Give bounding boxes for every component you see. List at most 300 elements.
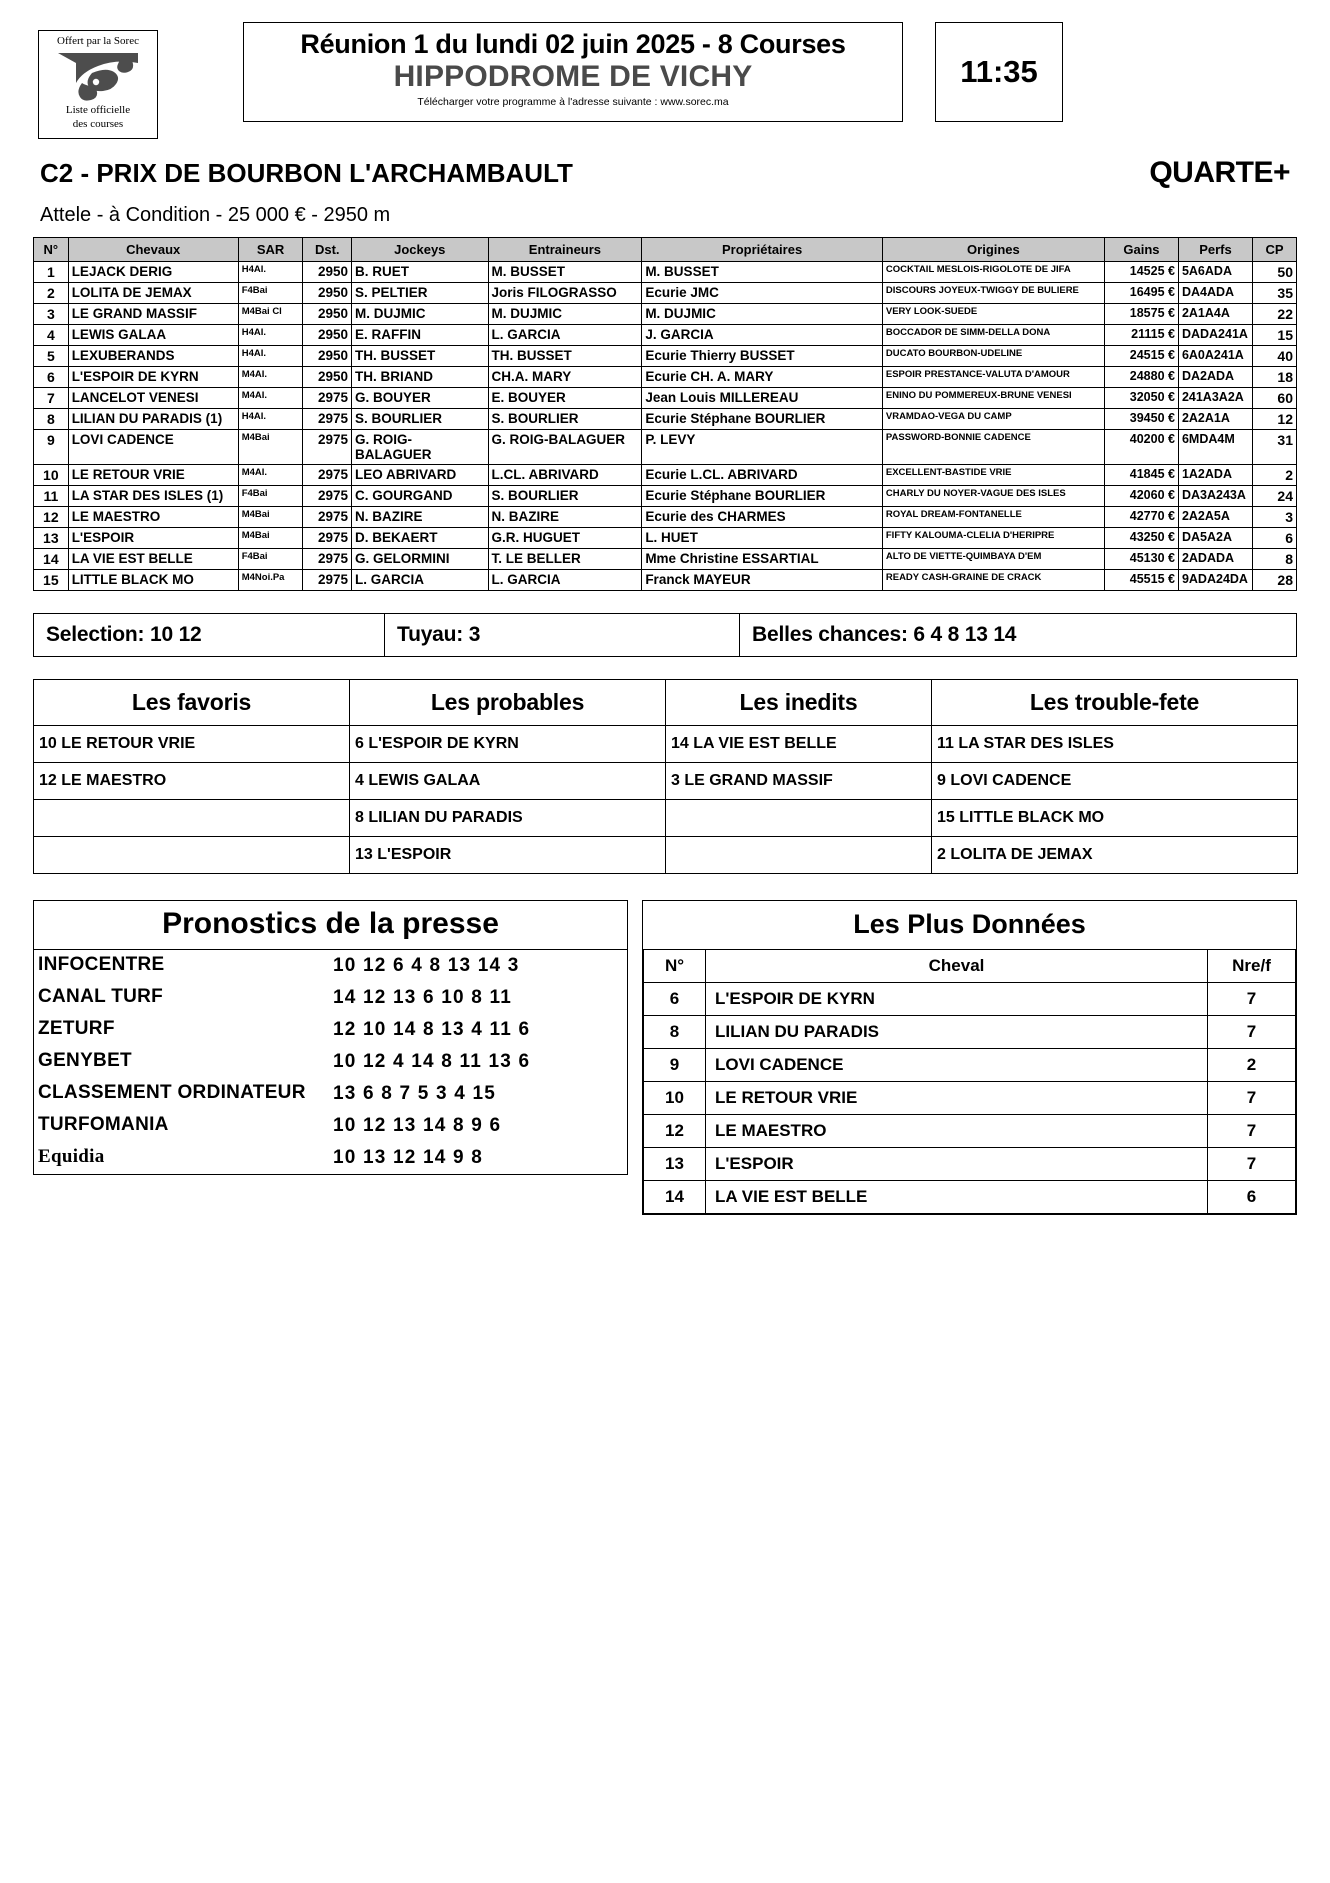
most-given-header-row <box>644 950 1296 983</box>
category-cell: 10 LE RETOUR VRIE <box>34 726 350 763</box>
most-given-row <box>644 983 1296 1016</box>
horse-trainer: M. DUJMIC <box>488 304 642 325</box>
mg-num: 14 <box>644 1181 706 1214</box>
horse-number: 1 <box>34 262 69 283</box>
press-source-picks: 10 12 6 4 8 13 14 3 <box>333 955 520 976</box>
horse-name: LANCELOT VENESI <box>68 388 238 409</box>
horse-distance: 2950 <box>303 304 352 325</box>
horse-cp: 6 <box>1252 528 1296 549</box>
horse-name: LEXUBERANDS <box>68 346 238 367</box>
horse-number: 13 <box>34 528 69 549</box>
horse-jockey: C. GOURGAND <box>352 486 488 507</box>
horse-gains: 42770 € <box>1104 507 1178 528</box>
horse-cp: 2 <box>1252 465 1296 486</box>
horse-distance: 2950 <box>303 367 352 388</box>
mg-nre: 7 <box>1208 1148 1296 1181</box>
mg-cheval: L'ESPOIR <box>706 1148 1208 1181</box>
mg-num: 9 <box>644 1049 706 1082</box>
horse-trainer: TH. BUSSET <box>488 346 642 367</box>
horse-jockey: S. PELTIER <box>352 283 488 304</box>
horse-jockey: G. GELORMINI <box>352 549 488 570</box>
category-cell <box>666 837 932 874</box>
press-source-name: ZETURF <box>38 1018 115 1039</box>
horse-name: LOVI CADENCE <box>68 430 238 465</box>
race-name: C2 - PRIX DE BOURBON L'ARCHAMBAULT <box>40 158 573 188</box>
horse-sar: M4Noi.Pa <box>238 570 303 591</box>
horse-name: LITTLE BLACK MO <box>68 570 238 591</box>
horse-distance: 2975 <box>303 507 352 528</box>
horse-gains: 24880 € <box>1104 367 1178 388</box>
mg-cheval: LOVI CADENCE <box>706 1049 1208 1082</box>
cat-header-favoris: Les favoris <box>34 680 350 726</box>
horse-owner: P. LEVY <box>642 430 883 465</box>
mg-col-cheval: Cheval <box>706 950 1208 983</box>
most-given-row <box>644 1016 1296 1049</box>
horse-name: LOLITA DE JEMAX <box>68 283 238 304</box>
col-dst: Dst. <box>303 238 352 262</box>
horse-distance: 2975 <box>303 570 352 591</box>
horse-name: L'ESPOIR <box>68 528 238 549</box>
horse-origin: COCKTAIL MESLOIS-RIGOLOTE DE JIFA <box>882 262 1104 283</box>
horse-jockey: LEO ABRIVARD <box>352 465 488 486</box>
most-given-row <box>644 1181 1296 1214</box>
partants-table-wrap <box>0 237 1330 591</box>
page-header <box>0 0 1330 140</box>
press-source-picks: 10 13 12 14 9 8 <box>333 1147 484 1168</box>
horse-name: LE MAESTRO <box>68 507 238 528</box>
logo-bottom-line1: Liste officielle <box>65 104 131 117</box>
table-row <box>34 465 1297 486</box>
col-horse: Chevaux <box>68 238 238 262</box>
horse-gains: 43250 € <box>1104 528 1178 549</box>
most-given-title: Les Plus Données <box>853 909 1086 939</box>
sorec-horse-logo-icon <box>41 49 155 101</box>
horse-gains: 45515 € <box>1104 570 1178 591</box>
horse-perfs: 2ADADA <box>1178 549 1252 570</box>
horse-distance: 2950 <box>303 283 352 304</box>
horse-cp: 8 <box>1252 549 1296 570</box>
press-row <box>34 950 627 982</box>
horse-trainer: CH.A. MARY <box>488 367 642 388</box>
horse-jockey: G. ROIG-BALAGUER <box>352 430 488 465</box>
horse-perfs: 2A2A1A <box>1178 409 1252 430</box>
col-jockey: Jockeys <box>352 238 488 262</box>
mg-num: 12 <box>644 1115 706 1148</box>
horse-trainer: T. LE BELLER <box>488 549 642 570</box>
horse-name: LA STAR DES ISLES (1) <box>68 486 238 507</box>
horse-cp: 3 <box>1252 507 1296 528</box>
category-cell <box>666 800 932 837</box>
col-perfs: Perfs <box>1178 238 1252 262</box>
horse-perfs: 241A3A2A <box>1178 388 1252 409</box>
horse-gains: 16495 € <box>1104 283 1178 304</box>
press-source-picks: 13 6 8 7 5 3 4 15 <box>333 1083 497 1104</box>
horse-origin: ENINO DU POMMEREUX-BRUNE VENESI <box>882 388 1104 409</box>
horse-jockey: M. DUJMIC <box>352 304 488 325</box>
press-row <box>34 982 627 1014</box>
horse-sar: H4AI. <box>238 325 303 346</box>
belles-chances-text: Belles chances: 6 4 8 13 14 <box>739 614 1296 656</box>
press-title: Pronostics de la presse <box>34 901 627 950</box>
race-time: 11:35 <box>935 22 1063 122</box>
horse-distance: 2975 <box>303 486 352 507</box>
table-row <box>34 346 1297 367</box>
horse-owner: J. GARCIA <box>642 325 883 346</box>
logo-top-text: Offert par la Sorec <box>57 35 139 47</box>
horse-gains: 45130 € <box>1104 549 1178 570</box>
horse-trainer: E. BOUYER <box>488 388 642 409</box>
horse-sar: F4Bai <box>238 283 303 304</box>
horse-name: LEWIS GALAA <box>68 325 238 346</box>
horse-owner: Mme Christine ESSARTIAL <box>642 549 883 570</box>
mg-nre: 7 <box>1208 1016 1296 1049</box>
mg-nre: 7 <box>1208 983 1296 1016</box>
hippodrome-name: HIPPODROME DE VICHY <box>393 60 753 94</box>
horse-number: 8 <box>34 409 69 430</box>
horse-sar: M4AI. <box>238 465 303 486</box>
horse-gains: 24515 € <box>1104 346 1178 367</box>
horse-jockey: TH. BRIAND <box>352 367 488 388</box>
horse-cp: 60 <box>1252 388 1296 409</box>
horse-perfs: 6MDA4M <box>1178 430 1252 465</box>
horse-trainer: G. ROIG-BALAGUER <box>488 430 642 465</box>
category-cell <box>34 800 350 837</box>
horse-jockey: TH. BUSSET <box>352 346 488 367</box>
horse-sar: M4Bai <box>238 528 303 549</box>
horse-sar: H4AI. <box>238 346 303 367</box>
horse-cp: 22 <box>1252 304 1296 325</box>
horse-distance: 2975 <box>303 409 352 430</box>
horse-sar: H4AI. <box>238 409 303 430</box>
horse-cp: 31 <box>1252 430 1296 465</box>
horse-distance: 2975 <box>303 549 352 570</box>
horse-origin: EXCELLENT-BASTIDE VRIE <box>882 465 1104 486</box>
categories-wrap <box>33 679 1297 874</box>
horse-sar: M4AI. <box>238 367 303 388</box>
horse-jockey: B. RUET <box>352 262 488 283</box>
mg-nre: 6 <box>1208 1181 1296 1214</box>
mg-col-nre: Nre/f <box>1208 950 1296 983</box>
horse-origin: PASSWORD-BONNIE CADENCE <box>882 430 1104 465</box>
horse-origin: CHARLY DU NOYER-VAGUE DES ISLES <box>882 486 1104 507</box>
horse-owner: Ecurie Thierry BUSSET <box>642 346 883 367</box>
table-row <box>34 549 1297 570</box>
horse-cp: 40 <box>1252 346 1296 367</box>
horse-cp: 18 <box>1252 367 1296 388</box>
horse-origin: ALTO DE VIETTE-QUIMBAYA D'EM <box>882 549 1104 570</box>
horse-name: LEJACK DERIG <box>68 262 238 283</box>
press-predictions-box <box>33 900 628 1175</box>
horse-number: 6 <box>34 367 69 388</box>
press-source-name: Equidia <box>38 1146 105 1167</box>
horse-trainer: L. GARCIA <box>488 325 642 346</box>
horse-gains: 14525 € <box>1104 262 1178 283</box>
category-cell: 9 LOVI CADENCE <box>932 763 1298 800</box>
horse-trainer: L. GARCIA <box>488 570 642 591</box>
horse-origin: ESPOIR PRESTANCE-VALUTA D'AMOUR <box>882 367 1104 388</box>
col-origin: Origines <box>882 238 1104 262</box>
horse-trainer: Joris FILOGRASSO <box>488 283 642 304</box>
horse-name: LE RETOUR VRIE <box>68 465 238 486</box>
selection-bar <box>33 613 1297 657</box>
horse-number: 9 <box>34 430 69 465</box>
press-source-picks: 12 10 14 8 13 4 11 6 <box>333 1019 531 1040</box>
horse-gains: 32050 € <box>1104 388 1178 409</box>
horse-cp: 15 <box>1252 325 1296 346</box>
horse-number: 10 <box>34 465 69 486</box>
press-source-name: TURFOMANIA <box>38 1114 169 1135</box>
category-row <box>34 763 1298 800</box>
horse-owner: L. HUET <box>642 528 883 549</box>
press-row <box>34 1110 627 1142</box>
horse-jockey: L. GARCIA <box>352 570 488 591</box>
horse-origin: VRAMDAO-VEGA DU CAMP <box>882 409 1104 430</box>
horse-gains: 42060 € <box>1104 486 1178 507</box>
mg-cheval: LILIAN DU PARADIS <box>706 1016 1208 1049</box>
horse-name: LA VIE EST BELLE <box>68 549 238 570</box>
horse-trainer: S. BOURLIER <box>488 409 642 430</box>
mg-nre: 7 <box>1208 1082 1296 1115</box>
category-cell: 13 L'ESPOIR <box>350 837 666 874</box>
horse-jockey: E. RAFFIN <box>352 325 488 346</box>
mg-nre: 2 <box>1208 1049 1296 1082</box>
col-trainer: Entraineurs <box>488 238 642 262</box>
press-row <box>34 1142 627 1174</box>
cat-header-probables: Les probables <box>350 680 666 726</box>
horse-distance: 2975 <box>303 528 352 549</box>
category-cell: 14 LA VIE EST BELLE <box>666 726 932 763</box>
most-given-row <box>644 1082 1296 1115</box>
horse-jockey: N. BAZIRE <box>352 507 488 528</box>
col-sar: SAR <box>238 238 303 262</box>
category-row <box>34 800 1298 837</box>
horse-perfs: 5A6ADA <box>1178 262 1252 283</box>
horse-owner: Ecurie L.CL. ABRIVARD <box>642 465 883 486</box>
horse-owner: Ecurie Stéphane BOURLIER <box>642 409 883 430</box>
race-conditions: Attele - à Condition - 25 000 € - 2950 m <box>40 204 391 226</box>
horse-cp: 24 <box>1252 486 1296 507</box>
most-given-row <box>644 1049 1296 1082</box>
horse-origin: VERY LOOK-SUEDE <box>882 304 1104 325</box>
horse-name: LE GRAND MASSIF <box>68 304 238 325</box>
col-gains: Gains <box>1104 238 1178 262</box>
press-row <box>34 1078 627 1110</box>
horse-number: 7 <box>34 388 69 409</box>
press-source-picks: 14 12 13 6 10 8 11 <box>333 987 513 1008</box>
horse-number: 12 <box>34 507 69 528</box>
table-row <box>34 304 1297 325</box>
horse-owner: Ecurie CH. A. MARY <box>642 367 883 388</box>
horse-distance: 2950 <box>303 262 352 283</box>
horse-origin: BOCCADOR DE SIMM-DELLA DONA <box>882 325 1104 346</box>
mg-num: 10 <box>644 1082 706 1115</box>
press-source-name: CANAL TURF <box>38 986 164 1007</box>
horse-gains: 39450 € <box>1104 409 1178 430</box>
horse-gains: 21115 € <box>1104 325 1178 346</box>
horse-sar: H4AI. <box>238 262 303 283</box>
table-row <box>34 283 1297 304</box>
col-cp: CP <box>1252 238 1296 262</box>
table-row <box>34 409 1297 430</box>
horse-perfs: DADA241A <box>1178 325 1252 346</box>
mg-num: 6 <box>644 983 706 1016</box>
table-row <box>34 388 1297 409</box>
horse-trainer: S. BOURLIER <box>488 486 642 507</box>
meeting-title: Réunion 1 du lundi 02 juin 2025 - 8 Courses <box>300 29 846 59</box>
horse-sar: M4AI. <box>238 388 303 409</box>
tuyau-text: Tuyau: 3 <box>384 614 739 656</box>
horse-perfs: 2A1A4A <box>1178 304 1252 325</box>
horse-sar: M4Bai <box>238 430 303 465</box>
meeting-title-box <box>243 22 903 122</box>
col-owner: Propriétaires <box>642 238 883 262</box>
horse-owner: Ecurie JMC <box>642 283 883 304</box>
table-header-row <box>34 238 1297 262</box>
mg-num: 8 <box>644 1016 706 1049</box>
horse-gains: 41845 € <box>1104 465 1178 486</box>
category-cell <box>34 837 350 874</box>
download-note: Télécharger votre programme à l'adresse suivante : www.sorec.ma <box>417 96 729 109</box>
mg-cheval: L'ESPOIR DE KYRN <box>706 983 1208 1016</box>
press-row <box>34 1014 627 1046</box>
most-given-table <box>643 949 1296 1214</box>
categories-table <box>33 679 1298 874</box>
horse-distance: 2975 <box>303 465 352 486</box>
horse-sar: M4Bai <box>238 507 303 528</box>
press-source-name: CLASSEMENT ORDINATEUR <box>38 1082 306 1103</box>
horse-owner: Franck MAYEUR <box>642 570 883 591</box>
category-cell: 4 LEWIS GALAA <box>350 763 666 800</box>
horse-perfs: 2A2A5A <box>1178 507 1252 528</box>
horse-jockey: D. BEKAERT <box>352 528 488 549</box>
horse-name: L'ESPOIR DE KYRN <box>68 367 238 388</box>
horse-perfs: 6A0A241A <box>1178 346 1252 367</box>
table-row <box>34 570 1297 591</box>
table-row <box>34 507 1297 528</box>
horse-number: 15 <box>34 570 69 591</box>
horse-cp: 12 <box>1252 409 1296 430</box>
horse-trainer: G.R. HUGUET <box>488 528 642 549</box>
selection-text: Selection: 10 12 <box>46 623 202 646</box>
horse-number: 14 <box>34 549 69 570</box>
horse-number: 2 <box>34 283 69 304</box>
category-cell: 11 LA STAR DES ISLES <box>932 726 1298 763</box>
horse-sar: F4Bai <box>238 486 303 507</box>
category-cell: 2 LOLITA DE JEMAX <box>932 837 1298 874</box>
horse-owner: Jean Louis MILLEREAU <box>642 388 883 409</box>
horse-distance: 2950 <box>303 346 352 367</box>
horse-number: 3 <box>34 304 69 325</box>
horse-owner: M. DUJMIC <box>642 304 883 325</box>
mg-col-num: N° <box>644 950 706 983</box>
horse-perfs: 1A2ADA <box>1178 465 1252 486</box>
table-row <box>34 528 1297 549</box>
quarte-badge: QUARTE+ <box>1149 156 1290 189</box>
horse-owner: M. BUSSET <box>642 262 883 283</box>
mg-cheval: LA VIE EST BELLE <box>706 1181 1208 1214</box>
horse-number: 5 <box>34 346 69 367</box>
horse-trainer: N. BAZIRE <box>488 507 642 528</box>
horse-jockey: S. BOURLIER <box>352 409 488 430</box>
table-row <box>34 262 1297 283</box>
horse-cp: 28 <box>1252 570 1296 591</box>
most-given-row <box>644 1148 1296 1181</box>
mg-cheval: LE RETOUR VRIE <box>706 1082 1208 1115</box>
horse-origin: FIFTY KALOUMA-CLELIA D'HERIPRE <box>882 528 1104 549</box>
horse-owner: Ecurie des CHARMES <box>642 507 883 528</box>
horse-gains: 18575 € <box>1104 304 1178 325</box>
horse-distance: 2975 <box>303 430 352 465</box>
cat-header-trouble-fete: Les trouble-fete <box>932 680 1298 726</box>
horse-distance: 2975 <box>303 388 352 409</box>
most-given-box <box>642 900 1297 1215</box>
mg-nre: 7 <box>1208 1115 1296 1148</box>
logo-bottom-line2: des courses <box>72 117 124 130</box>
category-cell: 15 LITTLE BLACK MO <box>932 800 1298 837</box>
most-given-row <box>644 1115 1296 1148</box>
horse-origin: DUCATO BOURBON-UDELINE <box>882 346 1104 367</box>
bottom-section <box>33 900 1297 1215</box>
mg-num: 13 <box>644 1148 706 1181</box>
table-row <box>34 325 1297 346</box>
horse-number: 11 <box>34 486 69 507</box>
press-source-picks: 10 12 4 14 8 11 13 6 <box>333 1051 531 1072</box>
table-row <box>34 430 1297 465</box>
category-cell: 3 LE GRAND MASSIF <box>666 763 932 800</box>
horse-origin: READY CASH-GRAINE DE CRACK <box>882 570 1104 591</box>
mg-cheval: LE MAESTRO <box>706 1115 1208 1148</box>
press-table <box>34 950 627 1174</box>
category-cell: 12 LE MAESTRO <box>34 763 350 800</box>
cat-header-inedits: Les inedits <box>666 680 932 726</box>
horse-perfs: DA3A243A <box>1178 486 1252 507</box>
horse-name: LILIAN DU PARADIS (1) <box>68 409 238 430</box>
horse-trainer: M. BUSSET <box>488 262 642 283</box>
horse-distance: 2950 <box>303 325 352 346</box>
category-row <box>34 726 1298 763</box>
table-row <box>34 367 1297 388</box>
horse-trainer: L.CL. ABRIVARD <box>488 465 642 486</box>
horse-jockey: G. BOUYER <box>352 388 488 409</box>
press-row <box>34 1046 627 1078</box>
press-source-picks: 10 12 13 14 8 9 6 <box>333 1115 502 1136</box>
category-cell: 8 LILIAN DU PARADIS <box>350 800 666 837</box>
horse-perfs: DA2ADA <box>1178 367 1252 388</box>
horse-origin: DISCOURS JOYEUX-TWIGGY DE BULIERE <box>882 283 1104 304</box>
press-source-name: INFOCENTRE <box>38 954 165 975</box>
horse-cp: 35 <box>1252 283 1296 304</box>
horse-owner: Ecurie Stéphane BOURLIER <box>642 486 883 507</box>
categories-header-row <box>34 680 1298 726</box>
horse-perfs: DA5A2A <box>1178 528 1252 549</box>
horse-gains: 40200 € <box>1104 430 1178 465</box>
partants-table <box>33 237 1297 591</box>
race-title-row <box>0 140 1330 190</box>
category-row <box>34 837 1298 874</box>
table-row <box>34 486 1297 507</box>
sorec-logo-box <box>38 30 158 139</box>
col-num: N° <box>34 238 69 262</box>
horse-origin: ROYAL DREAM-FONTANELLE <box>882 507 1104 528</box>
horse-cp: 50 <box>1252 262 1296 283</box>
press-source-name: GENYBET <box>38 1050 132 1071</box>
horse-sar: M4Bai Cl <box>238 304 303 325</box>
horse-number: 4 <box>34 325 69 346</box>
horse-sar: F4Bai <box>238 549 303 570</box>
horse-perfs: 9ADA24DA <box>1178 570 1252 591</box>
horse-perfs: DA4ADA <box>1178 283 1252 304</box>
category-cell: 6 L'ESPOIR DE KYRN <box>350 726 666 763</box>
